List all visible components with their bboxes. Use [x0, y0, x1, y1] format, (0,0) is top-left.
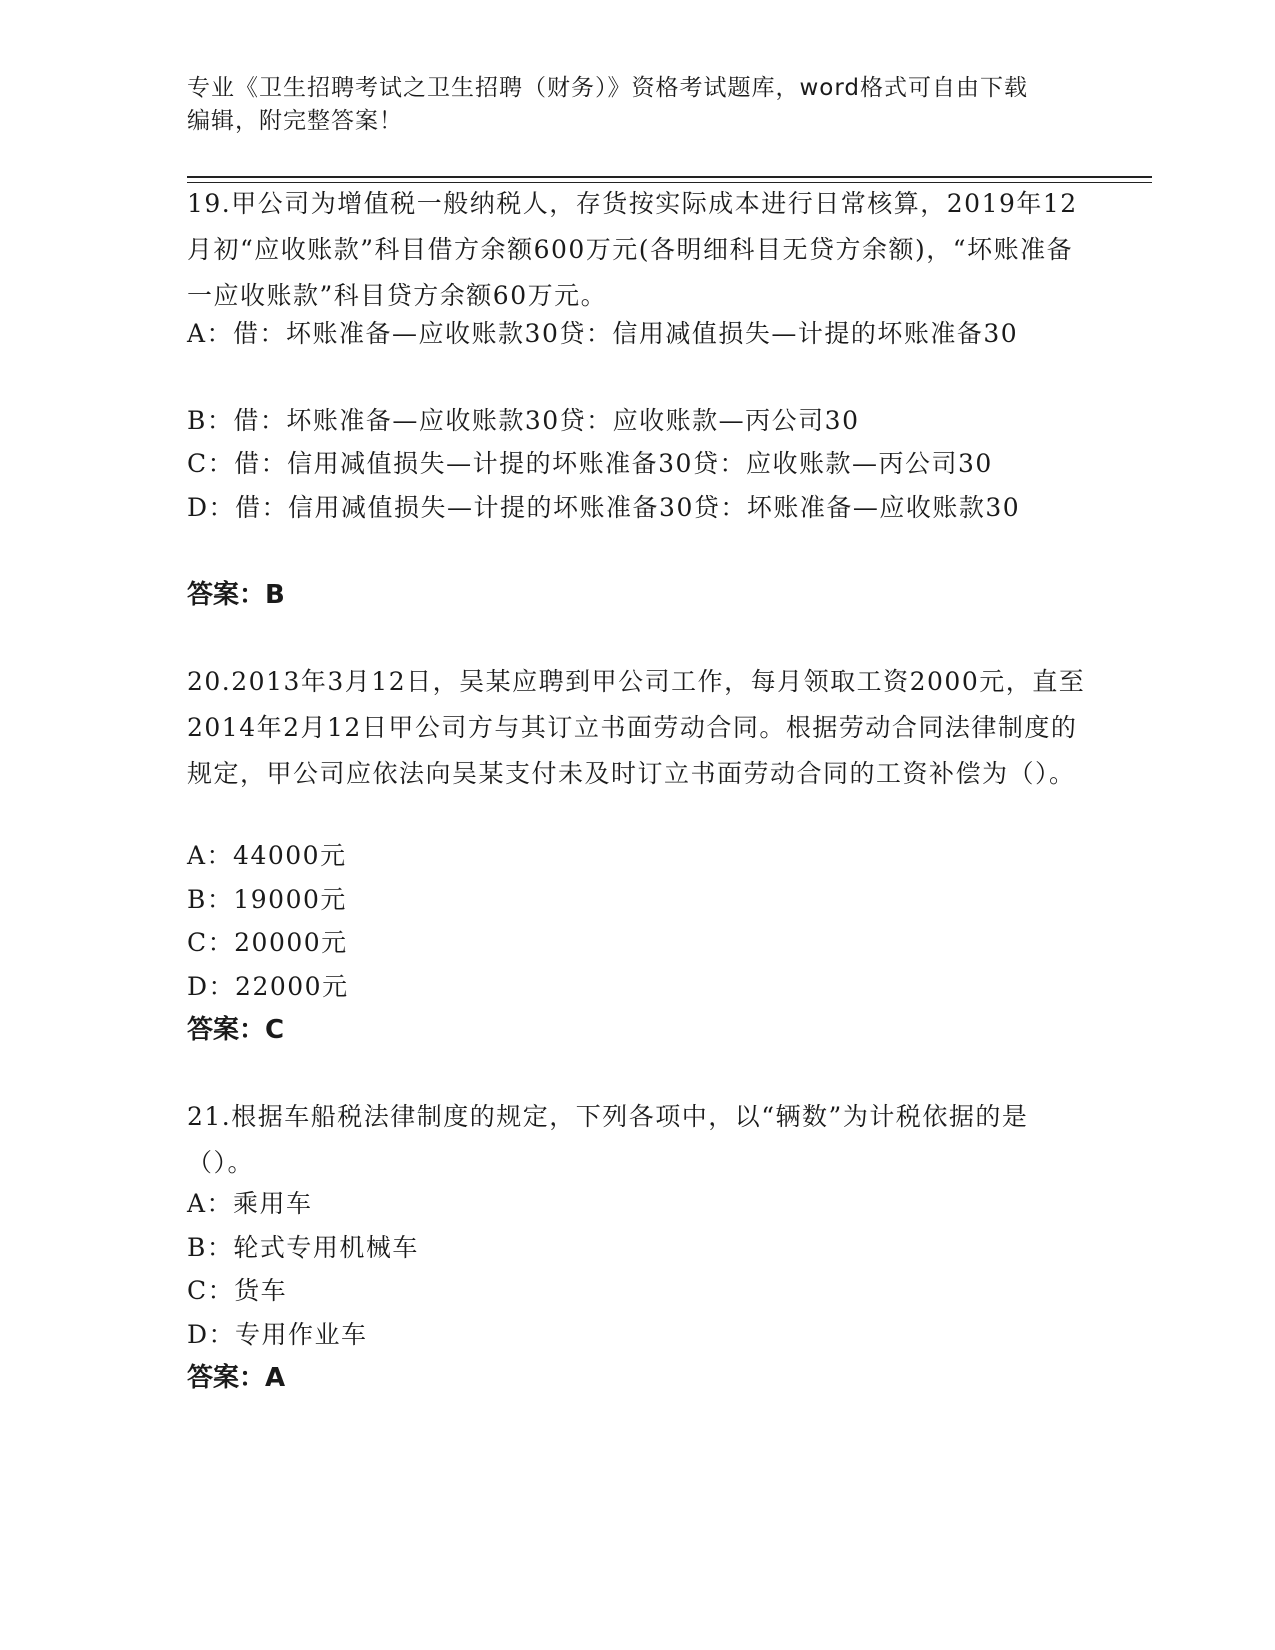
question-20-text: 20.2013年3月12日，吴某应聘到甲公司工作，每月领取工资2000元，直至2014年2月12日甲公司方与其订立书面劳动合同。根据劳动合同法律制度的规定，甲公司应依法向吴某支付未及时订立书面劳动合同的工资补偿为（）。: [187, 667, 1086, 788]
question-21-option-d: D：专用作业车: [187, 1320, 368, 1349]
header-line-2: 编辑，附完整答案！: [187, 108, 403, 134]
question-19-option-b: B：借：坏账准备—应收账款30贷：应收账款—丙公司30: [187, 406, 860, 435]
question-19-option-c: C：借：信用减值损失—计提的坏账准备30贷：应收账款—丙公司30: [187, 449, 993, 478]
question-21-option-c: C：货车: [187, 1276, 288, 1305]
question-20-option-b: B：19000元: [187, 885, 347, 914]
header-divider-thick: [187, 176, 1152, 178]
question-19-option-a: A：借：坏账准备—应收账款30贷：信用减值损失—计提的坏账准备30: [187, 319, 1019, 348]
question-19-answer: 答案：B: [187, 580, 285, 610]
header-line-1: 专业《卫生招聘考试之卫生招聘（财务）》资格考试题库，word格式可自由下载: [187, 75, 1029, 101]
question-20-answer: 答案：C: [187, 1015, 285, 1045]
question-21-option-a: A：乘用车: [187, 1189, 313, 1218]
question-21-answer: 答案：A: [187, 1363, 286, 1393]
document-header: [187, 72, 1077, 138]
question-20-option-a: A：44000元: [187, 841, 347, 870]
question-20-option-c: C：20000元: [187, 928, 348, 957]
question-21-text: 21.根据车船税法律制度的规定，下列各项中，以“辆数”为计税依据的是（）。: [187, 1102, 1029, 1177]
question-19-option-d: D：借：信用减值损失—计提的坏账准备30贷：坏账准备—应收账款30: [187, 493, 1021, 522]
question-19-text: 19.甲公司为增值税一般纳税人，存货按实际成本进行日常核算，2019年12月初“应收账款”科目借方余额600万元(各明细科目无贷方余额)，“坏账准备一应收账款”科目贷方余额60万元。: [187, 189, 1078, 310]
question-21-option-b: B：轮式专用机械车: [187, 1233, 419, 1262]
question-20-option-d: D：22000元: [187, 972, 349, 1001]
